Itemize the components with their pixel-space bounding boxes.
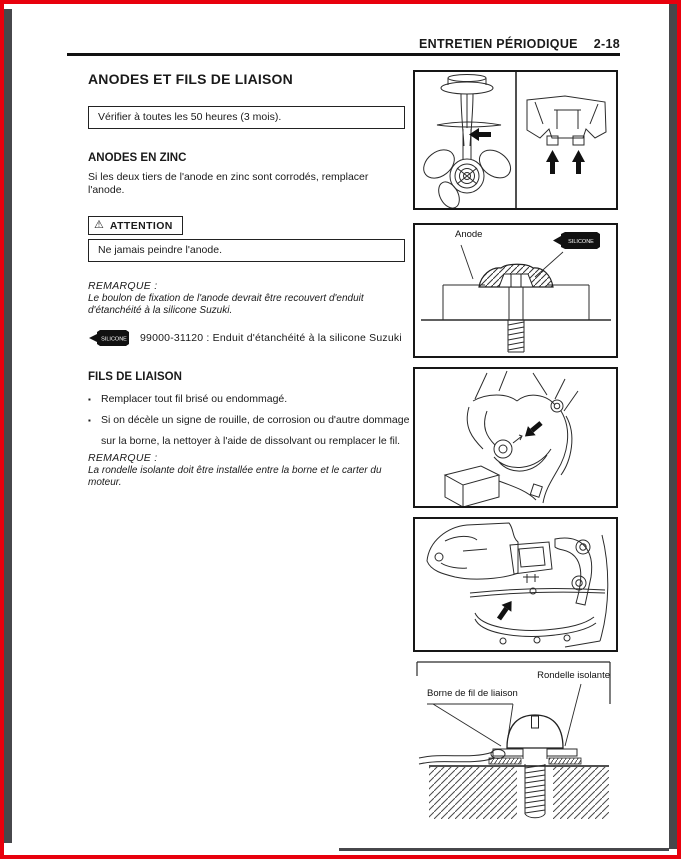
figure-bonding-wire-clamp	[413, 517, 618, 652]
washer-callout-label: Rondelle isolante	[537, 670, 610, 681]
scan-shadow-left	[4, 9, 12, 843]
attention-label-box	[88, 216, 183, 235]
interval-note-box	[88, 106, 405, 129]
scan-shadow-bottom	[339, 848, 669, 851]
screw-shank	[525, 764, 545, 818]
sealant-reference-row	[88, 330, 402, 346]
anode-callout-label: Anode	[455, 229, 483, 240]
anode-pointer-arrow	[469, 128, 491, 141]
silicone-tube-icon	[88, 330, 130, 346]
header-page-number: 2-18	[593, 37, 620, 51]
silicone-tube-icon	[553, 232, 600, 249]
insulating-washer-right	[549, 758, 581, 764]
attention-label: ATTENTION	[109, 219, 173, 232]
remarque-rondelle-heading: REMARQUE :	[88, 452, 158, 464]
scan-shadow-right	[669, 4, 677, 849]
bullet-text: Remplacer tout fil brisé ou endommagé.	[101, 393, 288, 405]
plate-pointer-arrow	[494, 598, 516, 623]
attention-body-text: Ne jamais peindre l'anode.	[98, 244, 222, 256]
figure-anode-locations	[413, 70, 618, 210]
fils-bullet-list	[88, 389, 412, 452]
page-header	[419, 37, 620, 51]
anode-up-arrow-right	[572, 150, 585, 174]
case-hatch-right	[553, 767, 609, 819]
sealant-part-text: 99000-31120 : Enduit d'étanchéité à la silicone Suzuki	[140, 332, 402, 344]
terminal-callout-label: Borne de fil de liaison	[427, 688, 518, 699]
bullet-icon: ▪	[88, 416, 91, 425]
header-rule	[67, 53, 620, 56]
remarque-anode-heading: REMARQUE :	[88, 280, 158, 292]
insulating-washer-left	[489, 758, 521, 764]
remarque-rondelle-body: La rondelle isolante doit être installée entre la borne et le carter du moteur.	[88, 465, 382, 488]
page-title: ANODES ET FILS DE LIAISON	[88, 71, 293, 87]
bullet-text: Si on décèle un signe de rouille, de corrosion ou d'autre dommage sur la borne, la nettoyer à l'aide de dissolvant ou remplacer le fil.	[101, 414, 410, 447]
warning-triangle-icon: ⚠	[94, 219, 104, 231]
remarque-anode-body: Le boulon de fixation de l'anode devrait être recouvert d'enduit d'étanchéité à la silicone Suzuki.	[88, 293, 364, 316]
figure-terminal-washer-detail	[413, 658, 618, 858]
anode-up-arrow-left	[546, 150, 559, 174]
attention-body-box	[88, 239, 405, 262]
list-item	[88, 410, 412, 452]
interval-note-text: Vérifier à toutes les 50 heures (3 mois).	[98, 111, 282, 123]
list-item	[88, 389, 412, 410]
case-hatch-left	[429, 767, 517, 819]
section-heading-anodes: ANODES EN ZINC	[88, 152, 187, 164]
header-section-title: ENTRETIEN PÉRIODIQUE	[418, 37, 578, 51]
silicone-tube-icon-text: SILICONE	[101, 336, 127, 343]
terminal-pointer-arrow	[521, 418, 545, 441]
bullet-icon: ▪	[88, 395, 91, 404]
silicone-tube-icon-text: SILICONE	[568, 239, 594, 245]
anodes-body-text: Si les deux tiers de l'anode en zinc sont corrodés, remplacer l'anode.	[88, 171, 369, 196]
figure-bonding-wire-bracket	[413, 367, 618, 508]
figure-anode-sealant	[413, 223, 618, 358]
section-heading-fils: FILS DE LIAISON	[88, 371, 182, 383]
